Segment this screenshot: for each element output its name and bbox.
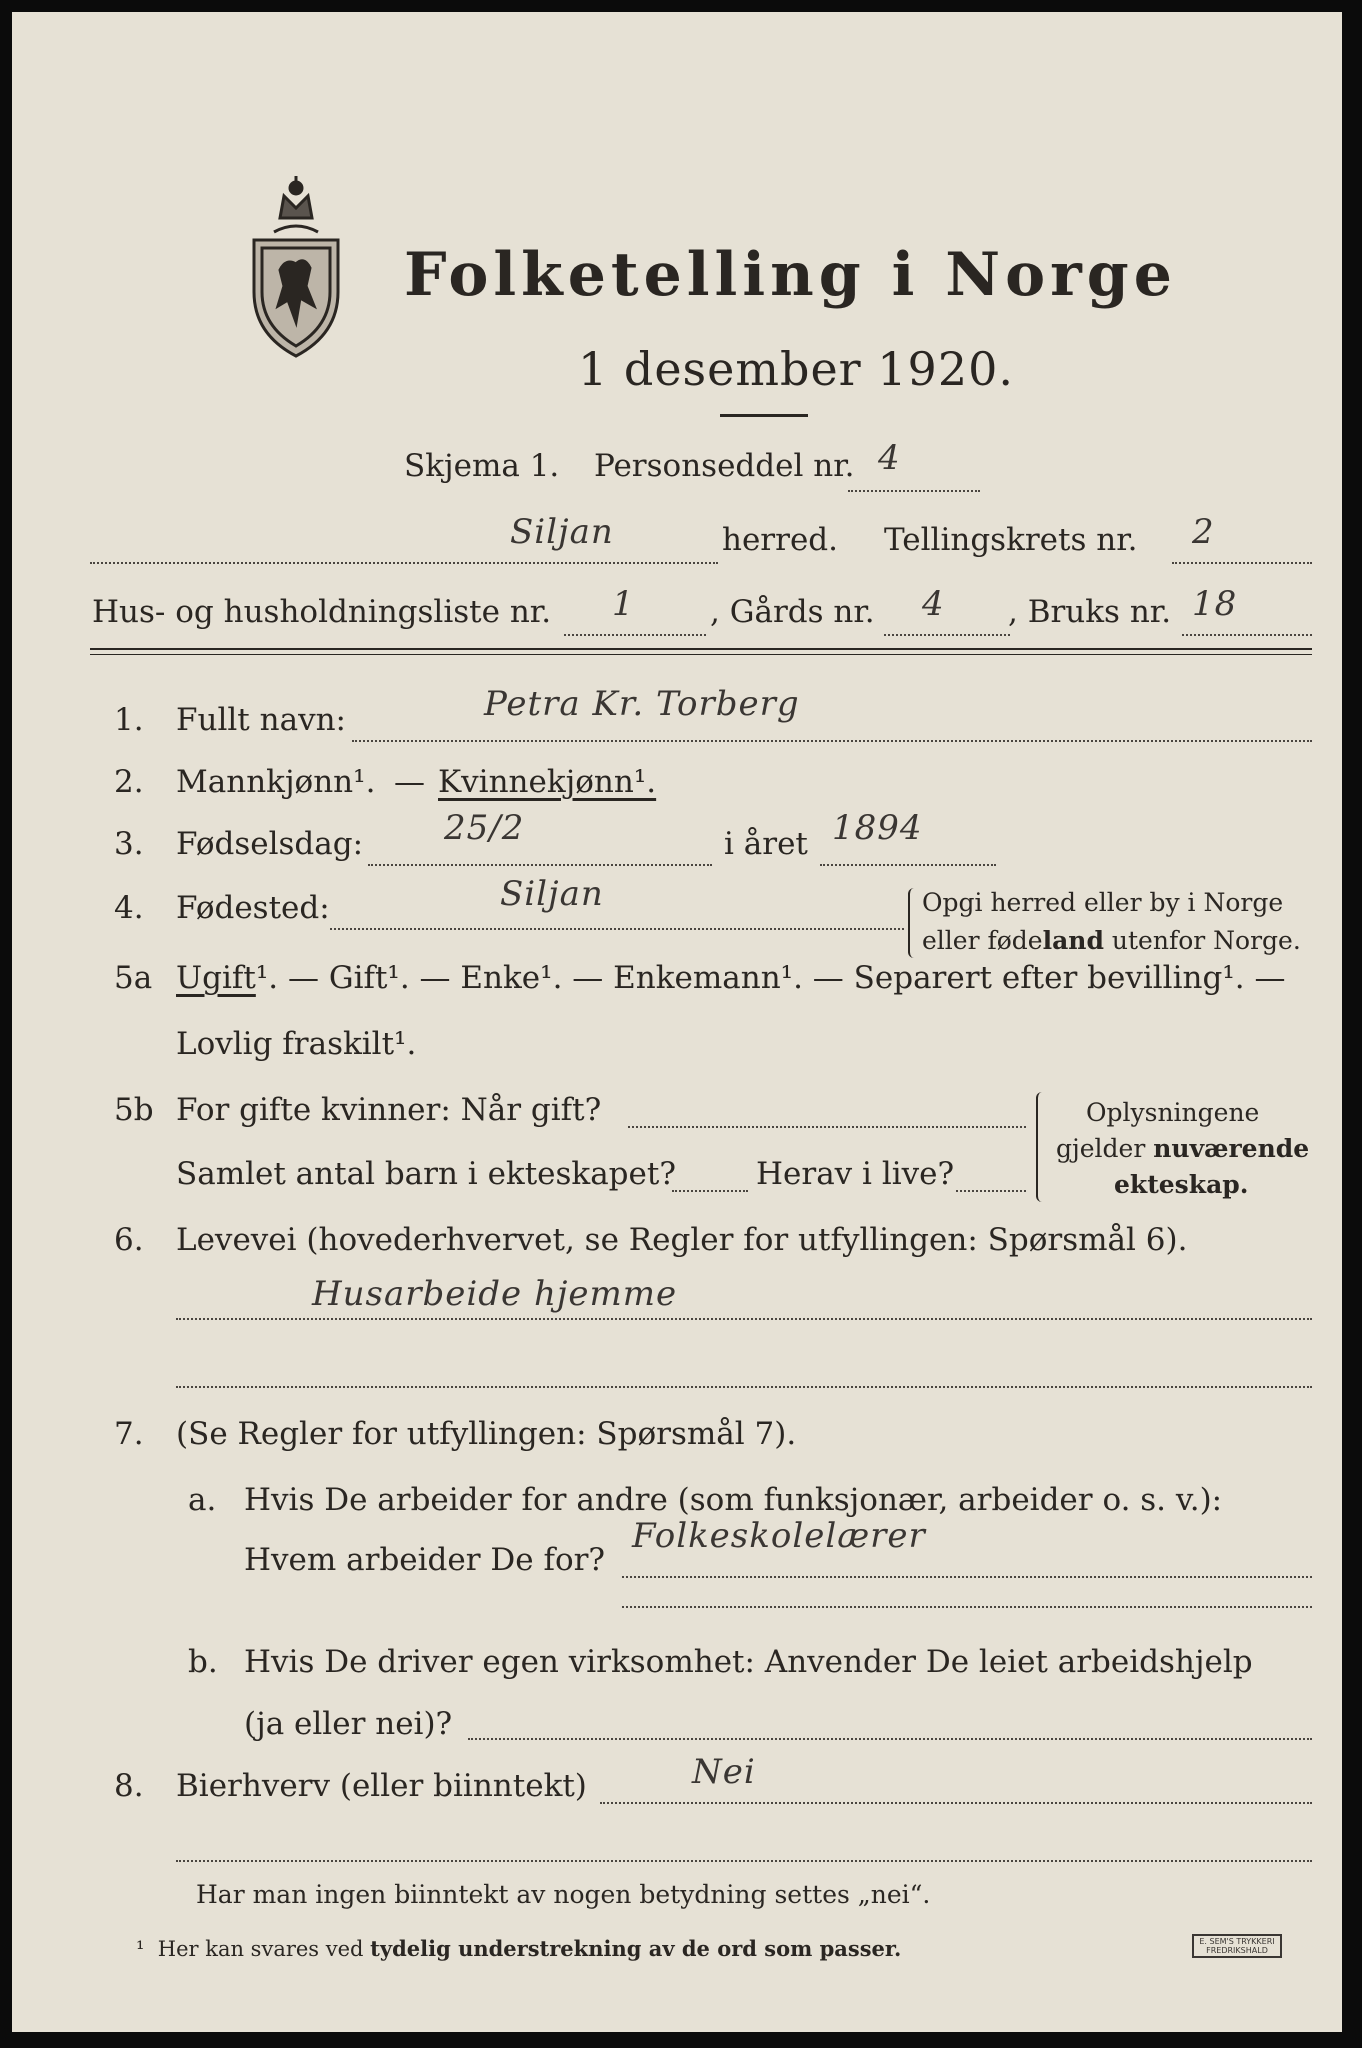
tellingskrets-label: Tellingskrets nr.: [884, 522, 1138, 558]
q8-number: 8.: [114, 1768, 144, 1804]
header-divider-2: [90, 654, 1312, 655]
herred-label: herred.: [722, 522, 838, 558]
hus-value[interactable]: 1: [612, 584, 635, 624]
q8-label: Bierhverv (eller biinntekt): [176, 1768, 587, 1804]
q6-line-1: [176, 1318, 1312, 1320]
bruks-value[interactable]: 18: [1192, 584, 1238, 624]
marital-ugift-option[interactable]: Ugift: [176, 960, 256, 996]
q1-line: [352, 740, 1312, 742]
q7a-line-2: [622, 1606, 1312, 1608]
q7-number: 7.: [114, 1416, 144, 1452]
q1-number: 1.: [114, 702, 144, 738]
q7b-label-line2: (ja eller nei)?: [244, 1706, 453, 1742]
q3-year-line: [820, 864, 996, 866]
q5b-note-line3: ekteskap.: [1114, 1170, 1249, 1199]
hus-label: Hus- og husholdningsliste nr.: [92, 594, 552, 630]
q4-brace: [908, 888, 918, 958]
q5b-married-when-line: [628, 1126, 1026, 1128]
q5b-alive-line: [956, 1190, 1026, 1192]
q8-line: [600, 1802, 1312, 1804]
q1-label: Fullt navn:: [176, 702, 346, 738]
birth-year-value[interactable]: 1894: [832, 808, 923, 848]
footnote: ¹ Her kan svares ved tydelig understrekning av de ord som passer.: [136, 1936, 902, 1961]
gards-value[interactable]: 4: [922, 584, 945, 624]
personseddel-label: Personseddel nr.: [594, 448, 855, 484]
employer-value[interactable]: Folkeskolelærer: [632, 1516, 926, 1556]
census-date: 1 desember 1920.: [578, 342, 1014, 396]
gender-male-option[interactable]: Mannkjønn¹.: [176, 764, 376, 800]
q4-note-line1: Opgi herred eller by i Norge: [922, 888, 1284, 917]
side-income-note: Har man ingen biinntekt av nogen betydning settes „nei“.: [196, 1880, 931, 1909]
gender-female-option[interactable]: Kvinnekjønn¹.: [438, 764, 657, 800]
q6-number: 6.: [114, 1222, 144, 1258]
gender-dash: —: [394, 764, 425, 800]
marital-status-options: Ugift¹. — Gift¹. — Enke¹. — Enkemann¹. — Separert efter bevilling¹. —: [176, 960, 1286, 996]
bruks-label: , Bruks nr.: [1008, 594, 1172, 630]
printer-stamp: E. SEM'S TRYKKERI FREDRIKSHALD: [1192, 1934, 1282, 1958]
q3-number: 3.: [114, 826, 144, 862]
census-form-sheet: [12, 12, 1342, 2032]
hus-line: [564, 634, 706, 636]
q3-year-label: i året: [724, 826, 808, 862]
tellingskrets-line: [1172, 562, 1312, 564]
q4-number: 4.: [114, 890, 144, 926]
q5b-children-label: Samlet antal barn i ekteskapet?: [176, 1156, 676, 1192]
q7b-letter: b.: [188, 1644, 218, 1680]
q5b-note-line2: gjelder nuværende: [1056, 1134, 1310, 1163]
q7a-line: [622, 1576, 1312, 1578]
q3-line: [368, 864, 712, 866]
birthplace-value[interactable]: Siljan: [500, 874, 604, 914]
q7b-line: [468, 1738, 1312, 1740]
personseddel-value[interactable]: 4: [878, 438, 901, 478]
skjema-label: Skjema 1.: [404, 448, 560, 484]
q3-label: Fødselsdag:: [176, 826, 364, 862]
q6-line-2: [176, 1386, 1312, 1388]
q2-number: 2.: [114, 764, 144, 800]
q7-label: (Se Regler for utfyllingen: Spørsmål 7).: [176, 1416, 797, 1452]
q8-line-2: [176, 1860, 1312, 1862]
q7a-label-line1: Hvis De arbeider for andre (som funksjonær, arbeider o. s. v.):: [244, 1482, 1223, 1518]
q4-line: [330, 928, 904, 930]
title-divider: [720, 414, 808, 417]
herred-value[interactable]: Siljan: [510, 512, 614, 552]
gards-label: , Gårds nr.: [710, 594, 875, 630]
occupation-value[interactable]: Husarbeide hjemme: [312, 1274, 678, 1314]
q4-note-line2: eller fødeland utenfor Norge.: [922, 926, 1301, 955]
header-divider-1: [90, 648, 1312, 650]
q7a-letter: a.: [188, 1482, 217, 1518]
form-title: Folketelling i Norge: [404, 240, 1177, 310]
birthdate-value[interactable]: 25/2: [444, 808, 525, 848]
q5b-married-when-label: For gifte kvinner: Når gift?: [176, 1092, 602, 1128]
q5b-brace: [1036, 1092, 1046, 1202]
personseddel-line: [848, 490, 980, 492]
q5b-note-line1: Oplysningene: [1086, 1098, 1260, 1127]
q7b-label-line1: Hvis De driver egen virksomhet: Anvender De leiet arbeidshjelp: [244, 1644, 1253, 1680]
bruks-line: [1182, 634, 1312, 636]
q7a-label-line2: Hvem arbeider De for?: [244, 1542, 606, 1578]
herred-line: [90, 562, 718, 564]
q5b-number: 5b: [114, 1092, 154, 1128]
side-income-value[interactable]: Nei: [692, 1752, 756, 1792]
full-name-value[interactable]: Petra Kr. Torberg: [484, 684, 800, 724]
tellingskrets-value[interactable]: 2: [1192, 512, 1215, 552]
q5a-number: 5a: [114, 960, 153, 996]
gards-line: [884, 634, 1010, 636]
q4-label: Fødested:: [176, 890, 330, 926]
q5b-alive-label: Herav i live?: [756, 1156, 955, 1192]
marital-fraskilt-option[interactable]: Lovlig fraskilt¹.: [176, 1026, 417, 1062]
norwegian-coat-of-arms-icon: [240, 174, 352, 360]
q5b-children-line: [672, 1190, 748, 1192]
q6-label: Levevei (hovederhvervet, se Regler for utfyllingen: Spørsmål 6).: [176, 1222, 1188, 1258]
